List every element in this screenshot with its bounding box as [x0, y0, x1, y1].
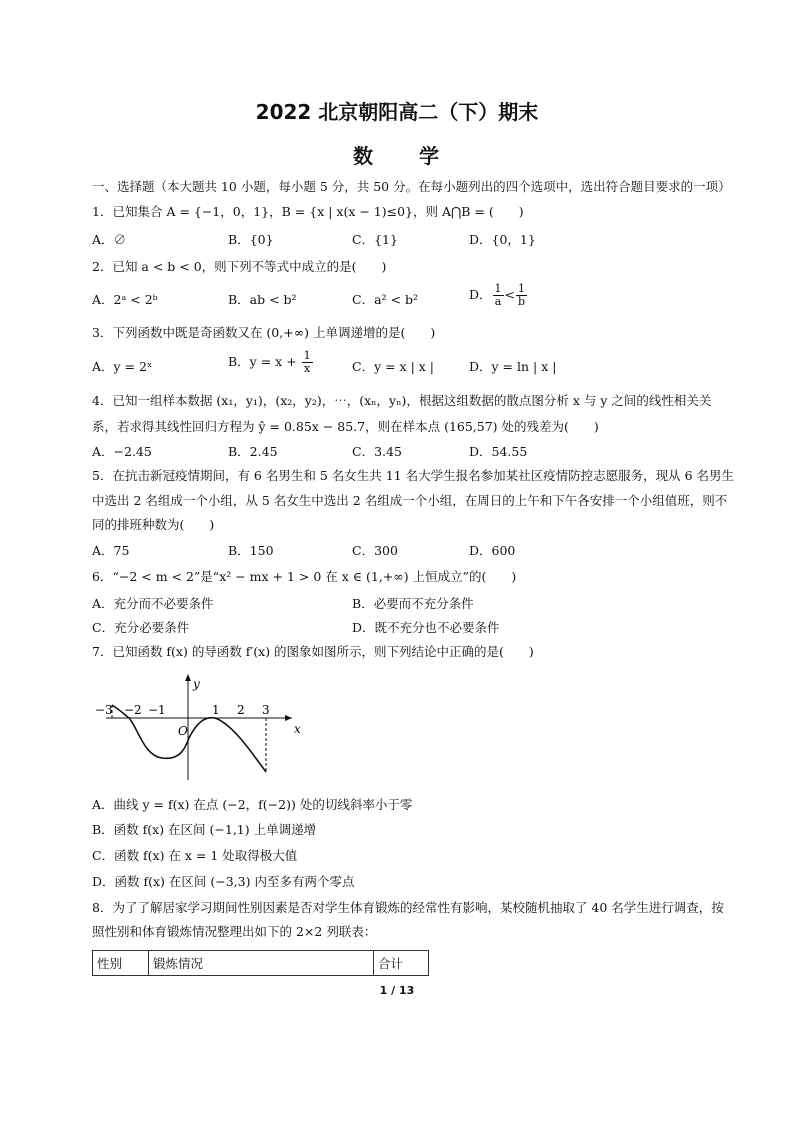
question-8-line-2: 照性别和体育锻炼情况整理出如下的 2×2 列联表：	[92, 924, 377, 939]
q7-option-a: A．曲线 y = f(x) 在点 (−2，f(−2)) 处的切线斜率小于零	[92, 797, 413, 812]
q3-option-a: A．y = 2ˣ	[92, 359, 153, 374]
q6-option-b: B．必要而不充分条件	[352, 596, 474, 611]
derivative-graph	[92, 672, 312, 782]
q5-option-a: A．75	[92, 543, 130, 558]
q5-option-c: C．300	[352, 543, 398, 558]
q7-option-b: B．函数 f(x) 在区间 (−1,1) 上单调递增	[92, 822, 317, 837]
q3-option-d: D．y = ln | x |	[469, 359, 557, 374]
question-6-stem: 6．“−2 < m < 2”是“x² − mx + 1 > 0 在 x ∈ (1,+∞) 上恒成立”的( )	[92, 569, 517, 584]
question-4-line-2: 系，若求得其线性回归方程为 ŷ = 0.85x − 85.7，则在样本点 (165,57) 处的残差为( )	[92, 419, 599, 434]
q2-d-prefix: D．	[469, 287, 492, 302]
section-heading: 一、选择题（本大题共 10 小题，每小题 5 分，共 50 分。在每小题列出的四个选项中，选出符合题目要求的一项）	[92, 179, 731, 194]
tick-label-minus-3: −3	[95, 703, 113, 717]
subject-title: 数 学	[353, 144, 441, 168]
y-axis-label: y	[193, 677, 200, 691]
table-header-gender: 性别	[93, 951, 149, 976]
q1-option-b: B．{0}	[228, 232, 274, 247]
q4-option-c: C．3.45	[352, 444, 402, 459]
exam-title: 2022 北京朝阳高二（下）期末	[255, 100, 539, 124]
q1-set-a: A = {−1，0，1}	[166, 204, 270, 219]
table-header-exercise: 锻炼情况	[149, 951, 374, 976]
q6-option-d: D．既不充分也不必要条件	[352, 620, 500, 635]
q3-b-num: 1	[303, 349, 311, 362]
q1-option-c: C．{1}	[352, 232, 398, 247]
q2-d-fraction-2	[516, 283, 527, 308]
q3-option-c: C．y = x | x |	[352, 359, 434, 374]
y-axis-arrow	[185, 674, 191, 681]
table-header-total: 合计	[374, 951, 429, 976]
q2-option-d	[469, 283, 528, 308]
q1-option-d: D．{0，1}	[469, 232, 536, 247]
q4-option-a: A．−2.45	[92, 444, 152, 459]
q2-option-a: A．2ᵃ < 2ᵇ	[92, 292, 158, 307]
q3-option-b	[228, 350, 314, 375]
contingency-table	[92, 950, 429, 976]
q7-option-c: C．函数 f(x) 在 x = 1 处取得极大值	[92, 848, 298, 863]
tick-label-minus-2: −2	[124, 703, 142, 717]
q2-option-b: B．ab < b²	[228, 292, 297, 307]
q2-d-den2: b	[518, 295, 526, 308]
question-7-stem: 7．已知函数 f(x) 的导函数 f′(x) 的图象如图所示，则下列结论中正确的是( )	[92, 644, 534, 659]
table-row	[93, 951, 429, 976]
q4-option-b: B．2.45	[228, 444, 278, 459]
question-8-line-1: 8．为了了解居家学习期间性别因素是否对学生体育锻炼的经常性有影响，某校随机抽取了 40 名学生进行调查，按	[92, 900, 724, 915]
q7-option-d: D．函数 f(x) 在区间 (−3,3) 内至多有两个零点	[92, 874, 355, 889]
tick-label-1: 1	[212, 703, 220, 717]
q5-option-b: B．150	[228, 543, 274, 558]
page-number: 1 / 13	[379, 984, 415, 997]
q2-d-num1: 1	[494, 282, 502, 295]
question-4-line-1: 4．已知一组样本数据 (x₁，y₁)，(x₂，y₂)，⋯，(xₙ，yₙ)，根据这组数据的散点图分析 x 与 y 之间的线性相关关	[92, 393, 712, 408]
q1-stem-b: ，则 A⋂B = ( )	[413, 204, 524, 219]
q2-d-num2: 1	[518, 282, 526, 295]
q1-option-a: A．∅	[92, 232, 127, 247]
q4-option-d: D．54.55	[469, 444, 528, 459]
tick-label-3: 3	[262, 703, 270, 717]
tick-label-minus-1: −1	[148, 703, 166, 717]
q5-option-d: D．600	[469, 543, 516, 558]
q6-option-a: A．充分而不必要条件	[92, 596, 214, 611]
q1-comma: ，	[269, 204, 282, 219]
q2-option-c: C．a² < b²	[352, 292, 418, 307]
q1-stem-a: 1．已知集合	[92, 204, 167, 219]
x-axis-arrow	[285, 715, 292, 721]
q1-set-b: B = {x | x(x − 1)≤0}	[281, 204, 414, 219]
x-axis-label: x	[294, 722, 301, 736]
q3-b-den: x	[304, 362, 311, 375]
tick-label-2: 2	[237, 703, 245, 717]
q2-d-lt: <	[504, 287, 516, 302]
question-5-line-2: 中选出 2 名组成一个小组，从 5 名女生中选出 2 名组成一个小组，在周日的上午和下午各安排一个小组值班，则不	[92, 493, 728, 508]
q6-option-c: C．充分必要条件	[92, 620, 190, 635]
origin-label: O	[178, 724, 188, 738]
q2-d-fraction-1	[493, 283, 504, 308]
q2-d-den1: a	[494, 295, 502, 308]
question-3-stem: 3．下列函数中既是奇函数又在 (0,+∞) 上单调递增的是( )	[92, 325, 436, 340]
question-2-stem: 2．已知 a < b < 0，则下列不等式中成立的是( )	[92, 259, 387, 274]
question-5-line-1: 5．在抗击新冠疫情期间，有 6 名男生和 5 名女生共 11 名大学生报名参加某社区疫情防控志愿服务，现从 6 名男生	[92, 468, 735, 483]
q3-b-prefix: B．y = x +	[228, 354, 301, 369]
question-5-line-3: 同的排班种数为( )	[92, 517, 215, 532]
question-1-stem	[92, 203, 712, 221]
q3-b-fraction	[302, 350, 313, 375]
